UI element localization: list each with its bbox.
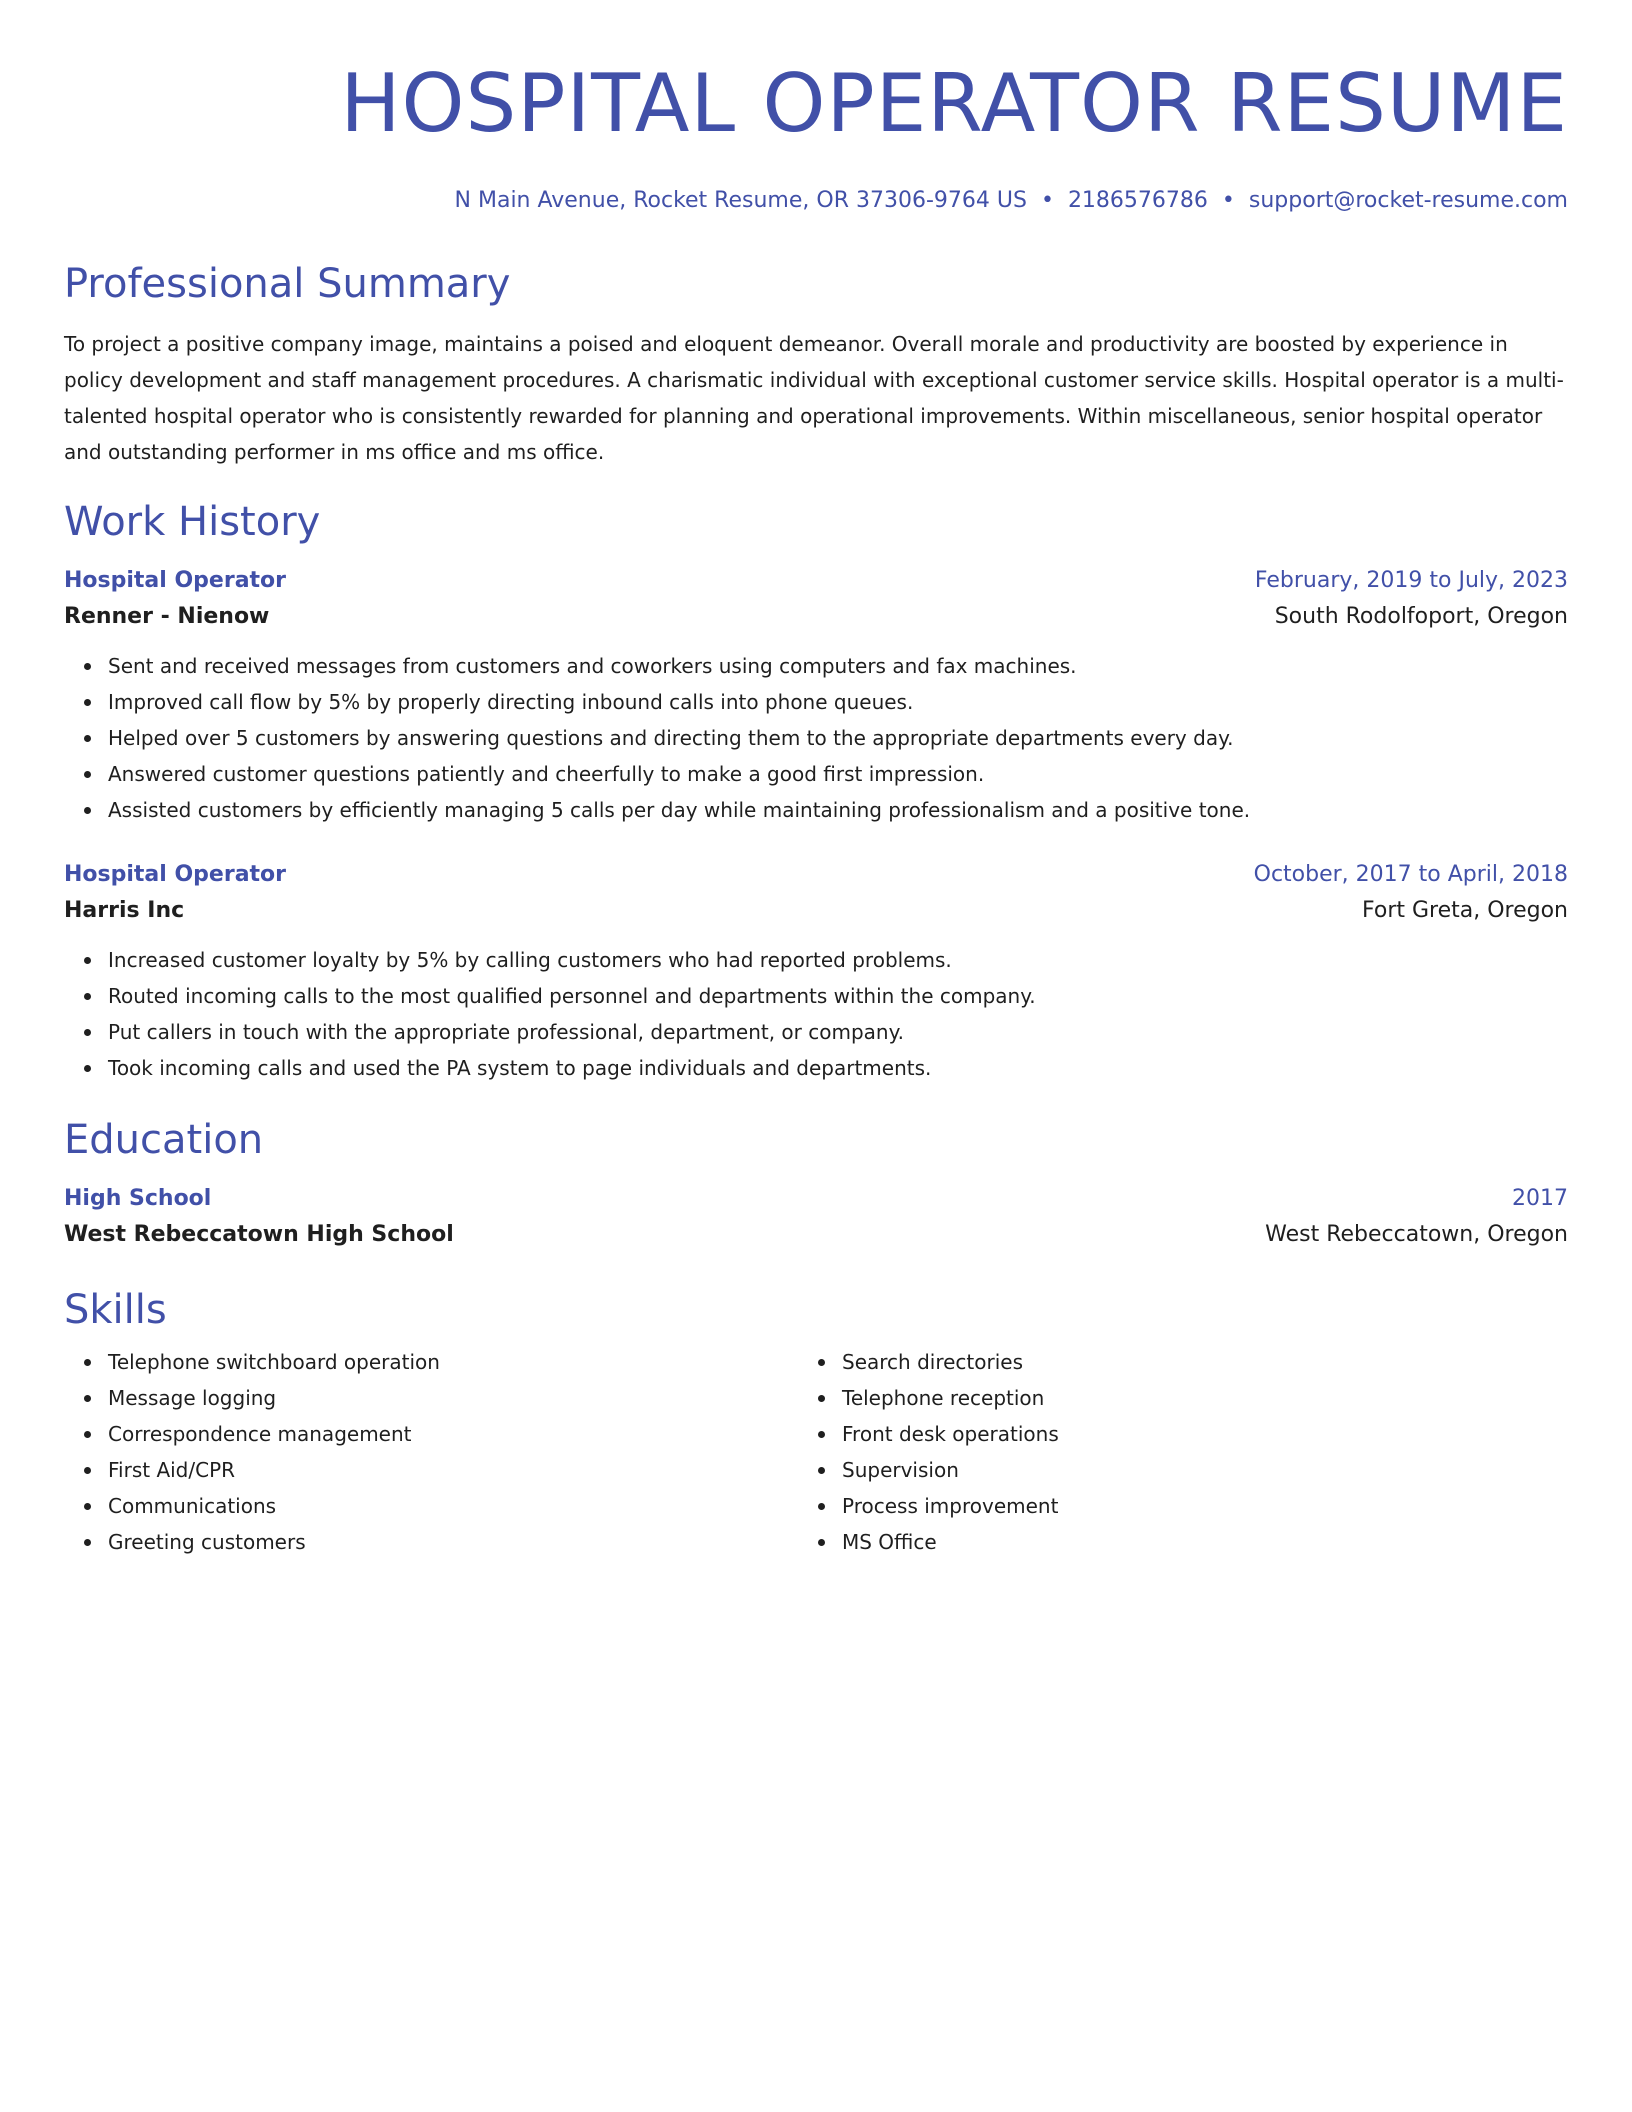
education-school: West Rebeccatown High School — [64, 1222, 454, 1247]
skills-section — [64, 1286, 1568, 1560]
skill-item: First Aid/CPR — [108, 1452, 798, 1488]
work-history-section — [64, 498, 1568, 1086]
work-history-heading: Work History — [64, 499, 321, 545]
job-dates: October, 2017 to April, 2018 — [1253, 862, 1568, 887]
skills-grid — [64, 1344, 1568, 1560]
job-bullet: Answered customer questions patiently and cheerfully to make a good first impression. — [108, 756, 1568, 792]
job-dates: February, 2019 to July, 2023 — [1254, 568, 1568, 593]
job-title: Hospital Operator — [64, 568, 287, 593]
skill-item: Correspondence management — [108, 1416, 798, 1452]
skill-item: Search directories — [842, 1344, 1532, 1380]
skill-item: Communications — [108, 1488, 798, 1524]
job-company: Renner - Nienow — [64, 604, 270, 629]
skill-item: Telephone reception — [842, 1380, 1532, 1416]
contact-email: support@rocket-resume.com — [1248, 188, 1568, 213]
job-location: Fort Greta, Oregon — [1361, 898, 1568, 923]
education-degree: High School — [64, 1186, 212, 1211]
resume-header — [64, 0, 1568, 216]
job-bullets — [64, 648, 1568, 828]
education-year: 2017 — [1512, 1186, 1568, 1211]
summary-heading: Professional Summary — [64, 261, 511, 307]
job-bullet: Took incoming calls and used the PA system to page individuals and departments. — [108, 1050, 1568, 1086]
job-location: South Rodolfoport, Oregon — [1274, 604, 1568, 629]
contact-separator: • — [1040, 188, 1054, 213]
job-company: Harris Inc — [64, 898, 185, 923]
summary-text: To project a positive company image, maintains a poised and eloquent demeanor. Overall morale and productivity are boosted by experience in policy development and staff management procedures. A charismatic individual with exceptional customer service skills. Hospital operator is a multi-talented hospital operator who is consistently rewarded for planning and operational improvements. Within miscellaneous, senior hospital operator and outstanding performer in ms office and ms office. — [64, 332, 1564, 464]
contact-separator: • — [1221, 188, 1235, 213]
skill-item: Supervision — [842, 1452, 1532, 1488]
job-bullet: Sent and received messages from customers and coworkers using computers and fax machines. — [108, 648, 1568, 684]
skill-item: Front desk operations — [842, 1416, 1532, 1452]
contact-phone: 2186576786 — [1067, 188, 1208, 213]
skills-column-right — [798, 1344, 1532, 1560]
job-bullets — [64, 942, 1568, 1086]
skill-item: Telephone switchboard operation — [108, 1344, 798, 1380]
job-bullet: Helped over 5 customers by answering questions and directing them to the appropriate departments every day. — [108, 720, 1568, 756]
skills-list — [798, 1344, 1532, 1560]
job-bullet: Increased customer loyalty by 5% by calling customers who had reported problems. — [108, 942, 1568, 978]
job-bullet: Put callers in touch with the appropriate professional, department, or company. — [108, 1014, 1568, 1050]
skills-list — [64, 1344, 798, 1560]
job-title: Hospital Operator — [64, 862, 287, 887]
resume-title: HOSPITAL OPERATOR RESUME — [340, 57, 1568, 150]
skill-item: Process improvement — [842, 1488, 1532, 1524]
summary-section — [64, 260, 1568, 470]
skill-item: Message logging — [108, 1380, 798, 1416]
job-entry — [64, 564, 1568, 828]
skills-column-left — [64, 1344, 798, 1560]
education-location: West Rebeccatown, Oregon — [1265, 1222, 1568, 1247]
education-heading: Education — [64, 1117, 264, 1163]
education-section — [64, 1116, 1568, 1254]
skills-heading: Skills — [64, 1287, 167, 1333]
education-entry — [64, 1182, 1568, 1254]
contact-address: N Main Avenue, Rocket Resume, OR 37306-9764 US — [454, 188, 1027, 213]
job-bullet: Improved call flow by 5% by properly directing inbound calls into phone queues. — [108, 684, 1568, 720]
job-bullet: Assisted customers by efficiently managing 5 calls per day while maintaining professionalism and a positive tone. — [108, 792, 1568, 828]
skill-item: MS Office — [842, 1524, 1532, 1560]
contact-line — [64, 186, 1568, 216]
job-bullet: Routed incoming calls to the most qualified personnel and departments within the company. — [108, 978, 1568, 1014]
job-entry — [64, 858, 1568, 1086]
skill-item: Greeting customers — [108, 1524, 798, 1560]
